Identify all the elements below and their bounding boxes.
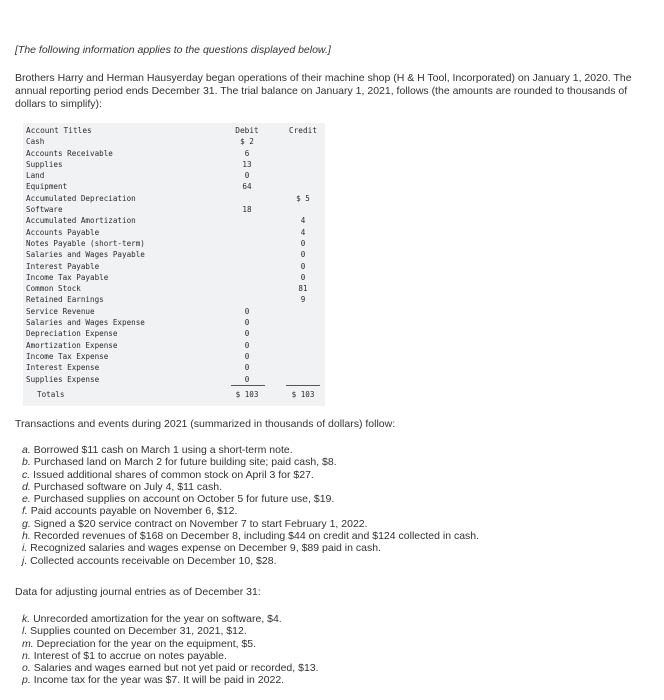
trial-balance-header [23,125,325,136]
adjusting-entry-item-letter: m. [22,637,34,650]
debit-value: 0 [244,374,250,384]
header-account-titles: Account Titles [26,126,92,135]
adjusting-entry-item-letter: n. [22,649,31,662]
transaction-item-text: Recognized salaries and wages expense on December 9, $89 paid in cash. [30,542,381,555]
adjusting-entry-item [22,638,652,650]
account-title: Income Tax Expense [26,351,109,361]
credit-value: 4 [300,227,306,237]
transaction-item [22,518,652,530]
intro-note: [The following information applies to the questions displayed below.] [15,44,331,56]
adjusting-entry-item [22,650,652,662]
trial-balance-row [23,148,325,159]
credit-value: 81 [298,284,308,294]
debit-value: 13 [242,159,252,169]
header-credit: Credit [288,126,318,135]
credit-value: 0 [300,238,306,248]
transaction-item [22,481,652,493]
debit-value: 0 [244,306,250,316]
transaction-item-text: Purchased software on July 4, $11 cash. [33,480,223,493]
account-title: Income Tax Payable [26,272,109,282]
trial-balance-totals [23,389,325,400]
transaction-item [22,505,652,517]
transaction-item-letter: f. [22,505,28,518]
account-title: Accumulated Depreciation [26,193,136,203]
transaction-item-letter: a. [22,444,31,456]
totals-label: Totals [37,390,65,399]
adjusting-entry-item-letter: p. [22,674,31,687]
debit-total-rule [231,385,265,386]
header-debit: Debit [235,126,259,135]
adjusting-entry-item-text: Interest of $1 to accrue on notes payable. [33,649,227,662]
totals-credit: $ 103 [291,390,315,399]
transaction-item-letter: i. [22,542,28,555]
account-title: Retained Earnings [26,295,104,305]
debit-value: 0 [244,351,250,361]
trial-balance-row [23,136,325,147]
adjusting-entry-item-letter: o. [22,662,31,675]
account-title: Notes Payable (short-term) [26,238,145,248]
credit-value: $ 5 [296,193,310,203]
trial-balance-table [23,123,325,406]
transaction-item-letter: c. [22,468,31,481]
transaction-item-text: Issued additional shares of common stock on April 3 for $27. [33,468,314,481]
debit-value: 18 [242,205,252,214]
trial-balance-row [23,351,325,362]
account-title: Accumulated Amortization [26,216,136,226]
transaction-item-text: Purchased land on March 2 for future building site; paid cash, $8. [33,456,337,469]
account-title: Salaries and Wages Payable [26,250,145,260]
trial-balance-row [23,215,325,226]
transaction-item [22,493,652,505]
trial-balance-row [23,170,325,181]
transaction-item [22,469,652,481]
account-title: Depreciation Expense [26,329,118,339]
trial-balance-row [23,362,325,373]
credit-value: 0 [300,272,306,282]
adjusting-entry-item-text: Salaries and wages earned but not yet paid or recorded, $13. [33,662,319,675]
trial-balance-row [23,181,325,192]
transaction-item [22,456,652,468]
adjusting-entry-item-letter: k. [22,613,31,625]
account-title: Salaries and Wages Expense [26,318,145,327]
account-title: Land [26,171,45,181]
trial-balance-row [23,340,325,351]
transaction-item-text: Recorded revenues of $168 on December 8, including $44 on credit and $124 collected in cash. [33,530,480,543]
account-title: Interest Expense [26,363,100,373]
account-title: Supplies Expense [26,374,100,384]
credit-value: 0 [300,261,306,271]
account-title: Supplies [26,159,63,169]
debit-value: 0 [244,171,250,181]
transaction-item [22,530,652,542]
adjusting-entries-list [22,613,652,687]
account-title: Interest Payable [26,261,100,271]
debit-value: $ 2 [240,137,254,147]
trial-balance-row [23,306,325,317]
transaction-item-text: Signed a $20 service contract on November 7 to start February 1, 2022. [33,517,368,530]
transaction-item-letter: h. [22,530,31,543]
credit-value: 0 [300,250,306,260]
account-title: Cash [26,137,45,147]
debit-value: 0 [244,329,250,339]
credit-value: 4 [300,216,306,226]
transaction-item [22,555,652,567]
adjusting-entry-item [22,625,652,637]
adjusting-intro: Data for adjusting journal entries as of December 31: [15,586,261,598]
transaction-item [22,444,652,456]
trial-balance-row [23,238,325,249]
totals-debit: $ 103 [235,390,259,399]
adjusting-entry-item-text: Supplies counted on December 31, 2021, $12. [30,625,247,638]
adjusting-entry-item [22,613,652,625]
transaction-item-letter: g. [22,517,31,530]
trial-balance-row [23,283,325,294]
debit-value: 0 [244,340,250,350]
transaction-item-text: Purchased supplies on account on October 5 for future use, $19. [33,493,335,506]
transaction-item-letter: d. [22,480,31,493]
transactions-list [22,444,652,567]
adjusting-entry-item [22,662,652,674]
intro-paragraph: Brothers Harry and Herman Hausyerday began operations of their machine shop (H & H Tool, Incorporated) on January 1, 2020. The annual reporting period ends December 31. The trial balance on January 1, 2021, follows (the amounts are rounded to thousands of dollars to simplify): [15,72,632,110]
debit-value: 0 [244,318,250,327]
transaction-item-letter: j. [22,554,28,567]
trial-balance-row [23,204,325,215]
trial-balance-row [23,272,325,283]
adjusting-entry-item-text: Depreciation for the year on the equipment, $5. [36,637,257,650]
trial-balance-row [23,328,325,339]
debit-value: 0 [244,363,250,373]
account-title: Service Revenue [26,306,95,316]
account-title: Accounts Receivable [26,148,113,158]
account-title: Common Stock [26,284,81,294]
transaction-item [22,542,652,554]
transaction-item-letter: b. [22,456,31,469]
debit-value: 64 [242,182,252,192]
adjusting-entry-item-text: Income tax for the year was $7. It will be paid in 2022. [33,674,285,687]
trial-balance-row [23,227,325,238]
debit-value: 6 [244,148,250,158]
credit-value: 9 [300,295,306,305]
credit-total-rule [286,385,320,386]
adjusting-entry-item-text: Unrecorded amortization for the year on software, $4. [33,613,282,625]
transaction-item-text: Paid accounts payable on November 6, $12. [30,505,238,518]
account-title: Equipment [26,182,68,192]
transactions-intro: Transactions and events during 2021 (summarized in thousands of dollars) follow: [15,418,396,430]
adjusting-entry-item-letter: l. [22,625,28,638]
account-title: Accounts Payable [26,227,100,237]
trial-balance-row [23,249,325,260]
trial-balance-row [23,374,325,385]
account-title: Software [26,205,63,214]
trial-balance-row [23,193,325,204]
adjusting-entry-item [22,674,652,686]
trial-balance-row [23,294,325,305]
account-title: Amortization Expense [26,340,118,350]
transaction-item-text: Borrowed $11 cash on March 1 using a short-term note. [33,444,293,456]
transaction-item-letter: e. [22,493,31,506]
transaction-item-text: Collected accounts receivable on December 10, $28. [30,554,277,567]
trial-balance-row [23,261,325,272]
trial-balance-row [23,317,325,328]
trial-balance-row [23,159,325,170]
